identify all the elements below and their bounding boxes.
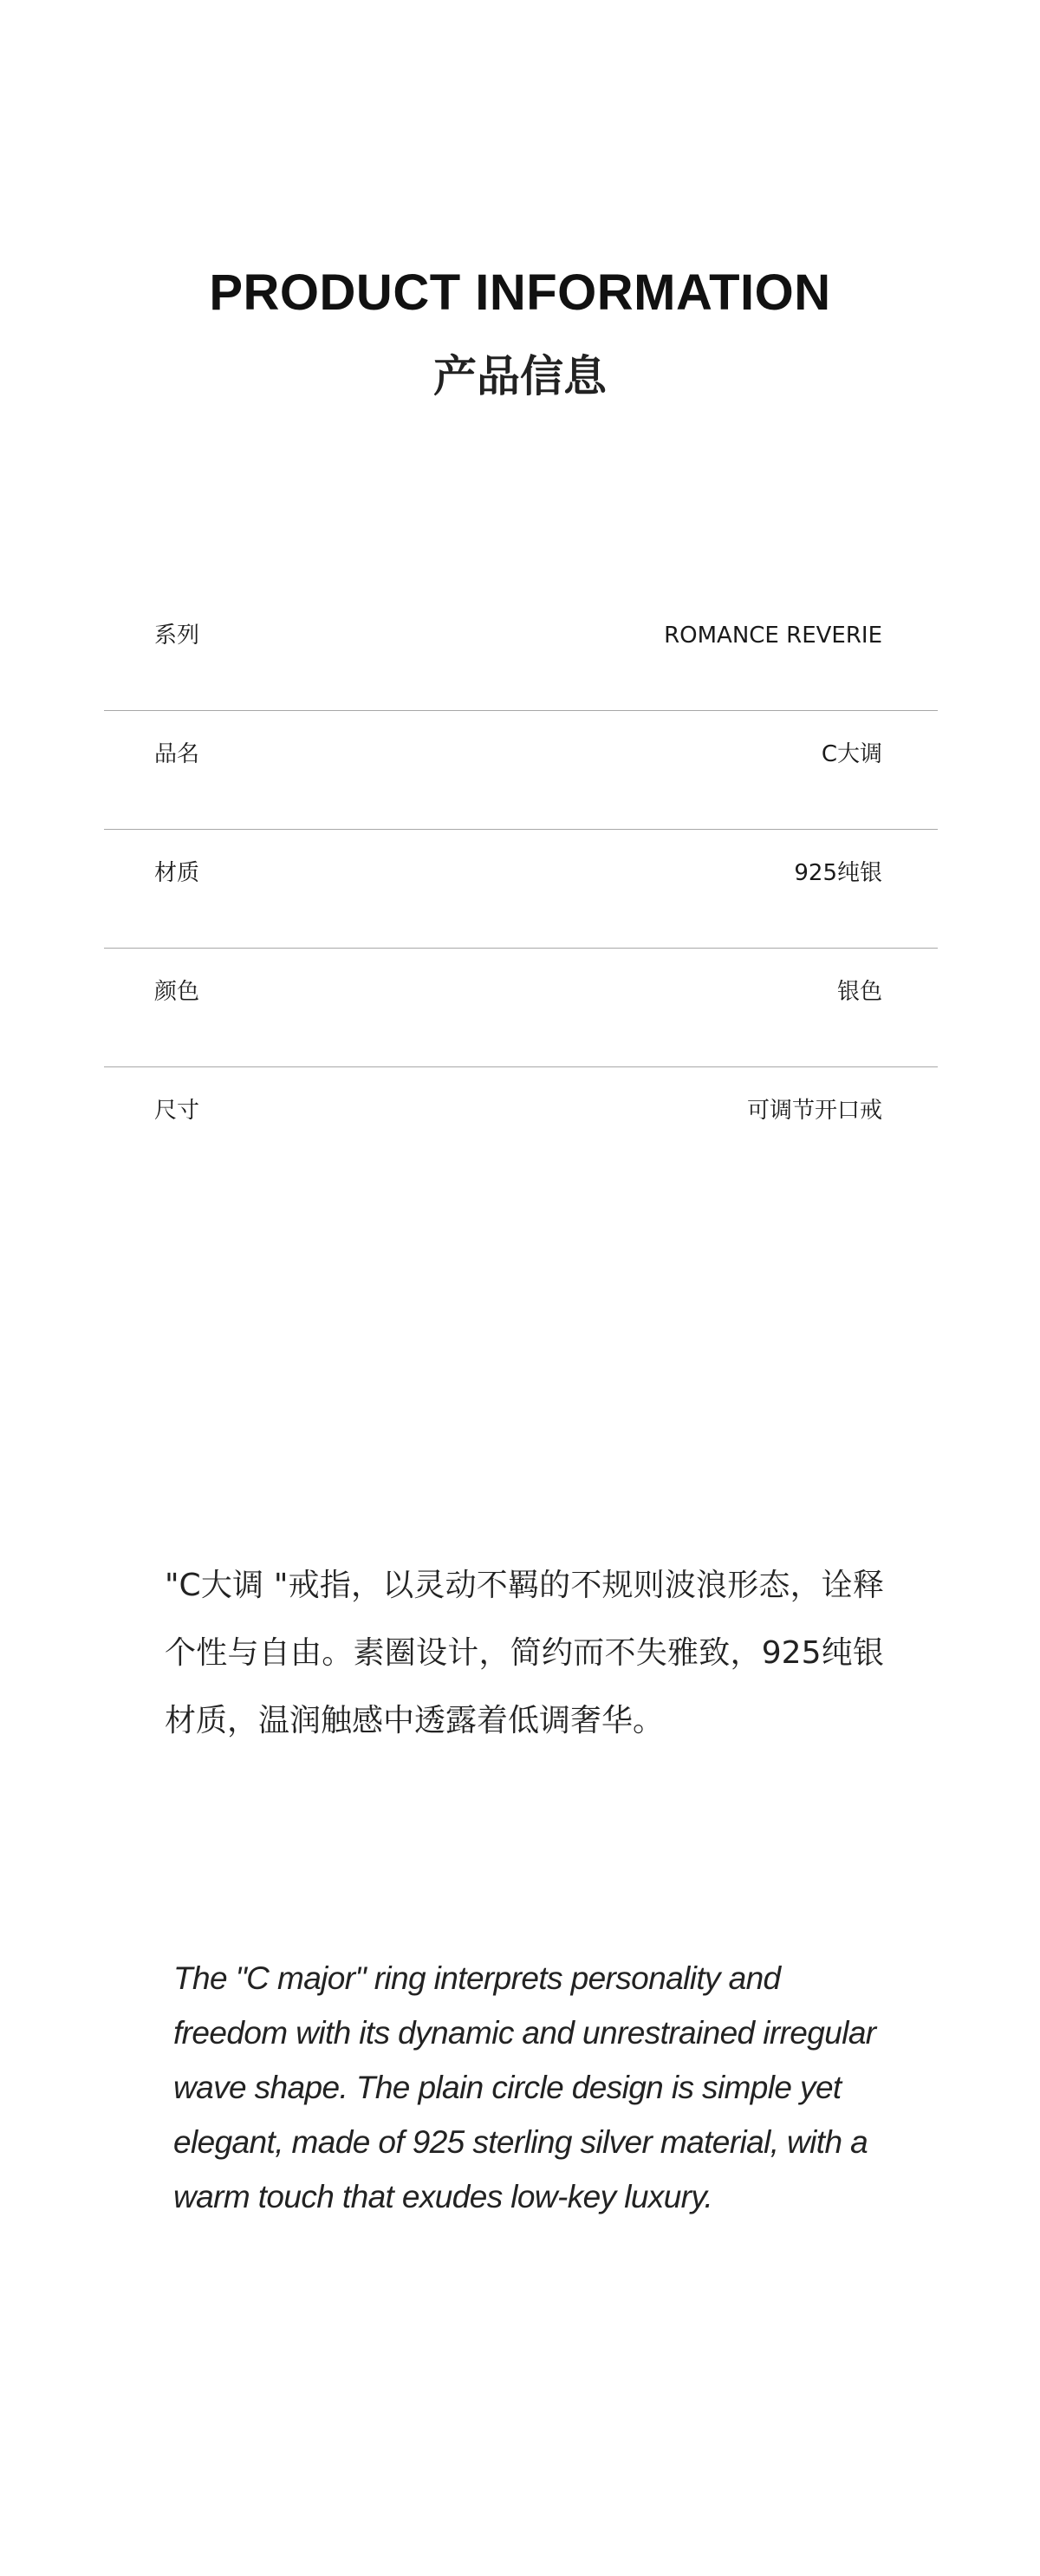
spec-value: 银色 bbox=[836, 979, 882, 1005]
spec-label: 品名 bbox=[154, 741, 200, 767]
spec-value: C大调 bbox=[821, 741, 882, 767]
spec-row-color bbox=[104, 949, 938, 1067]
spec-value: 可调节开口戒 bbox=[746, 1098, 882, 1124]
spec-label: 颜色 bbox=[154, 979, 200, 1005]
spec-row-material bbox=[104, 830, 938, 949]
product-spec-table bbox=[104, 592, 938, 1186]
page-subtitle: 产品信息 bbox=[433, 351, 607, 401]
spec-label: 系列 bbox=[154, 623, 200, 649]
spec-row-product-name bbox=[104, 711, 938, 830]
description-english: The "C major" ring interprets personality and freedom with its dynamic and unrestrained irregular wave shape. The plain circle design is simple yet elegant, made of 925 sterling silver material, with a warm touch that exudes low-key luxury. bbox=[173, 1960, 876, 2214]
spec-label: 材质 bbox=[154, 860, 200, 886]
spec-label: 尺寸 bbox=[154, 1098, 200, 1124]
spec-row-size bbox=[104, 1067, 938, 1186]
page-title: PRODUCT INFORMATION bbox=[209, 264, 831, 321]
spec-value: 925纯银 bbox=[794, 860, 882, 886]
spec-row-series bbox=[104, 592, 938, 711]
description-chinese: "C大调 "戒指，以灵动不羁的不规则波浪形态，诠释个性与自由。素圈设计，简约而不失雅致，925纯银材质，温润触感中透露着低调奢华。 bbox=[165, 1568, 884, 1738]
spec-value: ROMANCE REVERIE bbox=[664, 623, 882, 649]
